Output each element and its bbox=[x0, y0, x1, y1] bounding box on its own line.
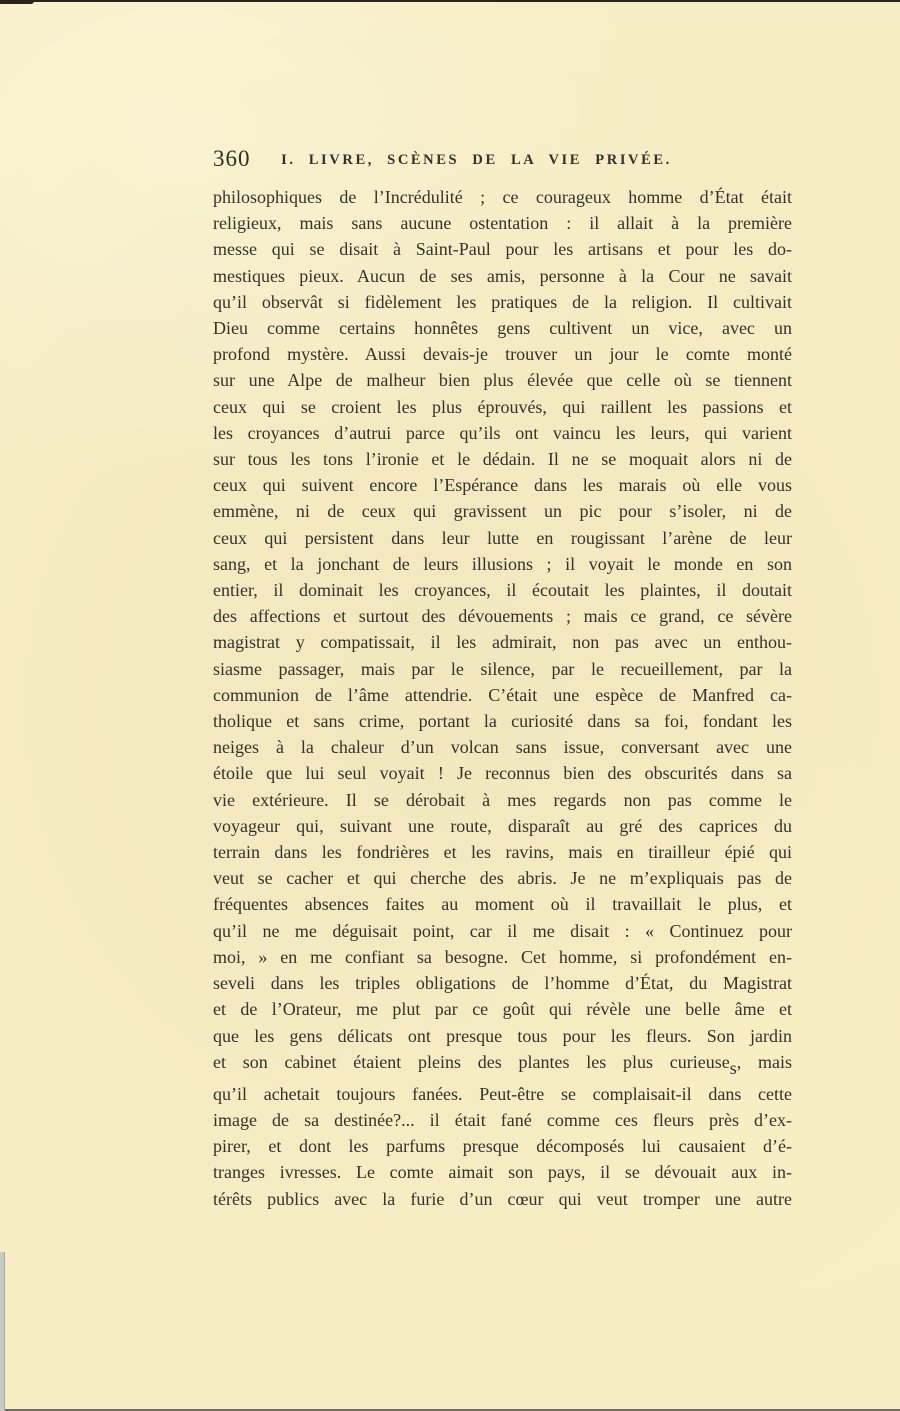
text-line: tholique et sans crime, portant la curiosité dans sa foi, fondant les bbox=[213, 711, 792, 732]
text-line: entier, il dominait les croyances, il écoutait les plaintes, il doutait bbox=[213, 580, 792, 601]
text-line: que les gens délicats ont presque tous pour les fleurs. Son jardin bbox=[213, 1025, 792, 1046]
text-line: ceux qui se croient les plus éprouvés, qui raillent les passions et bbox=[213, 396, 792, 417]
text-line: ceux qui suivent encore l’Espérance dans les marais où elle vous bbox=[213, 475, 792, 496]
text-line: sur tous les tons l’ironie et le dédain. Il ne se moquait alors ni de bbox=[213, 449, 792, 470]
text-line: qu’il ne me déguisait point, car il me disait : « Continuez pour bbox=[213, 920, 792, 941]
text-line: image de sa destinée?... il était fané comme ces fleurs près d’ex- bbox=[213, 1110, 792, 1131]
scan-edge-left bbox=[0, 1252, 5, 1411]
scan-edge-top bbox=[0, 0, 900, 2]
text-line: et son cabinet étaient pleins des plantes les plus curieuses, mais bbox=[213, 1051, 792, 1078]
text-line: ceux qui persistent dans leur lutte en rougissant l’arène de leur bbox=[213, 527, 792, 548]
page-header bbox=[213, 146, 792, 180]
text-line: profond mystère. Aussi devais-je trouver un jour le comte monté bbox=[213, 344, 792, 365]
text-line: Dieu comme certains honnêtes gens cultivent un vice, avec un bbox=[213, 318, 792, 339]
text-line: messe qui se disait à Saint-Paul pour les artisans et pour les do- bbox=[213, 239, 792, 260]
text-line: sur une Alpe de malheur bien plus élevée que celle où se tiennent bbox=[213, 370, 792, 391]
text-line: siasme passager, mais par le silence, par le recueillement, par la bbox=[213, 658, 792, 679]
text-line: et de l’Orateur, me plut par ce goût qui révèle une belle âme et bbox=[213, 999, 792, 1020]
text-line: terrain dans les fondrières et les ravins, mais en tirailleur épié qui bbox=[213, 842, 792, 863]
text-line: moi, » en me confiant sa besogne. Cet homme, si profondément en- bbox=[213, 946, 792, 967]
text-line: voyageur qui, suivant une route, disparaît au gré des caprices du bbox=[213, 815, 792, 836]
text-line: sang, et la jonchant de leurs illusions ; il voyait le monde en son bbox=[213, 553, 792, 574]
text-line: mestiques pieux. Aucun de ses amis, personne à la Cour ne savait bbox=[213, 265, 792, 286]
page-number: 360 bbox=[213, 146, 251, 171]
text-line: qu’il observât si fidèlement les pratiques de la religion. Il cultivait bbox=[213, 291, 792, 312]
text-line: térêts publics avec la furie d’un cœur qui veut tromper une autre bbox=[213, 1188, 792, 1209]
scan-edge-top-corner bbox=[0, 0, 34, 4]
body-text bbox=[213, 184, 792, 1212]
text-line: philosophiques de l’Incrédulité ; ce courageux homme d’État était bbox=[213, 187, 792, 207]
text-line: qu’il achetait toujours fanées. Peut-être se complaisait-il dans cette bbox=[213, 1083, 792, 1104]
text-line: fréquentes absences faites au moment où il travaillait le plus, et bbox=[213, 894, 792, 915]
text-line: veut se cacher et qui cherche des abris. Je ne m’expliquais pas de bbox=[213, 868, 792, 889]
text-line: des affections et surtout des dévouements ; mais ce grand, ce sévère bbox=[213, 606, 792, 627]
text-line: étoile que lui seul voyait ! Je reconnus bien des obscurités dans sa bbox=[213, 763, 792, 784]
text-line: pirer, et dont les parfums presque décomposés lui causaient d’é- bbox=[213, 1136, 792, 1157]
text-line: neiges à la chaleur d’un volcan sans issue, conversant avec une bbox=[213, 737, 792, 758]
text-line: religieux, mais sans aucune ostentation : il allait à la première bbox=[213, 213, 792, 234]
text-line: emmène, ni de ceux qui gravissent un pic pour s’isoler, ni de bbox=[213, 501, 792, 522]
text-line: communion de l’âme attendrie. C’était une espèce de Manfred ca- bbox=[213, 684, 792, 705]
dropped-letter: s bbox=[729, 1057, 737, 1078]
text-line: vie extérieure. Il se dérobait à mes regards non pas comme le bbox=[213, 789, 792, 810]
running-title: I. LIVRE, SCÈNES DE LA VIE PRIVÉE. bbox=[281, 152, 672, 168]
text-line: seveli dans les triples obligations de l’homme d’État, du Magistrat bbox=[213, 973, 792, 994]
text-line: tranges ivresses. Le comte aimait son pays, il se dévouait aux in- bbox=[213, 1162, 792, 1183]
text-line: magistrat y compatissait, il les admirait, non pas avec un enthou- bbox=[213, 632, 792, 653]
text-line: les croyances d’autrui parce qu’ils ont vaincu les leurs, qui varient bbox=[213, 422, 792, 443]
